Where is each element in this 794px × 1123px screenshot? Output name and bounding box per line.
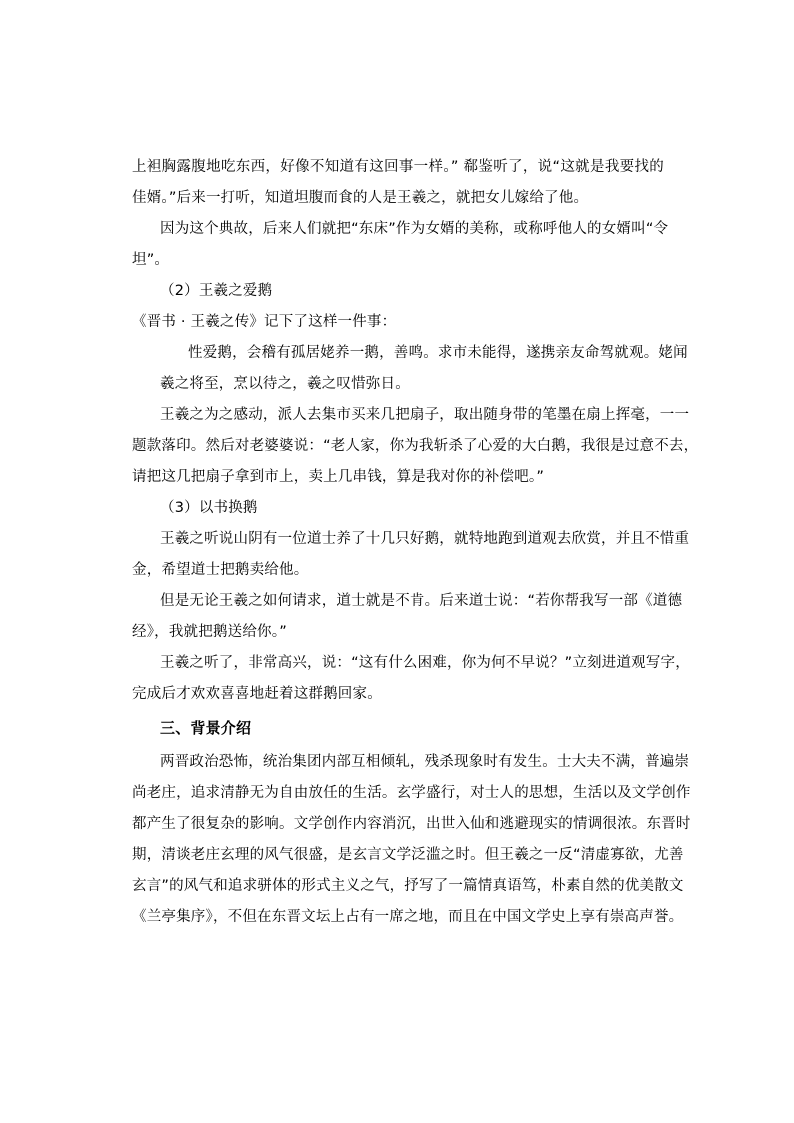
quote-line-2: 羲之将至，烹以待之，羲之叹惜弥日。 [160, 376, 410, 392]
text-line-16: 经》，我就把鹅送给你。” [132, 624, 287, 640]
text-line-13: 王羲之听说山阴有一位道士养了十几只好鹅，就特地跑到道观去欣赏，并且不惜重 [160, 531, 690, 547]
background-line-4: 期，清谈老庄玄理的风气很盛，是玄言文学泛滥之时。但王羲之一反“清虚寡欲，尤善 [132, 847, 684, 863]
background-line-2: 尚老庄，追求清静无为自由放任的生活。玄学盛行，对士人的思想，生活以及文学创作 [132, 785, 691, 801]
background-line-5: 玄言”的风气和追求骈体的形式主义之气，抒写了一篇情真语笃，朴素自然的优美散文 [132, 878, 684, 894]
text-line-2: 佳婿。”后来一打听，知道坦腹而食的人是王羲之，就把女儿嫁给了他。 [132, 190, 589, 206]
background-line-6: 《兰亭集序》，不但在东晋文坛上占有一席之地，而且在中国文学史上享有崇高声誉。 [132, 909, 684, 925]
subheading-writing-for-geese: （3）以书换鹅 [160, 500, 258, 516]
section-heading-background: 三、背景介绍 [160, 719, 252, 737]
text-line-3: 因为这个典故，后来人们就把“东床”作为女婿的美称，或称呼他人的女婿叫“令 [160, 221, 669, 237]
text-line-10: 题款落印。然后对老婆婆说：“老人家，你为我斩杀了心爱的大白鹅，我很是过意不去， [132, 438, 699, 454]
subheading-wang-xizhi-loves-geese: （2）王羲之爱鹅 [160, 283, 273, 299]
quote-line-1: 性爱鹅，会稽有孤居姥养一鹅，善鸣。求市未能得，遂携亲友命驾就观。姥闻 [188, 345, 688, 361]
text-line-11: 请把这几把扇子拿到市上，卖上几串钱，算是我对你的补偿吧。” [132, 469, 545, 485]
text-line-15: 但是无论王羲之如何请求，道士就是不肯。后来道士说：“若你帮我写一部《道德 [160, 593, 683, 609]
text-line-4: 坦”。 [132, 252, 170, 268]
text-line-6: 《晋书 · 王羲之传》记下了这样一件事： [132, 314, 397, 330]
text-line-18: 完成后才欢欢喜喜地赶着这群鹅回家。 [132, 686, 382, 702]
background-line-3: 都产生了很复杂的影响。文学创作内容消沉，出世入仙和逃避现实的情调很浓。东晋时 [132, 816, 691, 832]
text-line-17: 王羲之听了，非常高兴，说：“这有什么困难，你为何不早说？”立刻进道观写字， [160, 655, 690, 671]
background-line-1: 两晋政治恐怖，统治集团内部互相倾轧，残杀现象时有发生。士大夫不满，普遍崇 [160, 754, 690, 770]
text-line-1: 上袒胸露腹地吃东西，好像不知道有这回事一样。” 郗鉴听了，说“这就是我要找的 [132, 159, 664, 175]
text-line-14: 金，希望道士把鹅卖给他。 [132, 562, 309, 578]
text-line-9: 王羲之为之感动，派人去集市买来几把扇子，取出随身带的笔墨在扇上挥毫，一一 [160, 407, 690, 423]
